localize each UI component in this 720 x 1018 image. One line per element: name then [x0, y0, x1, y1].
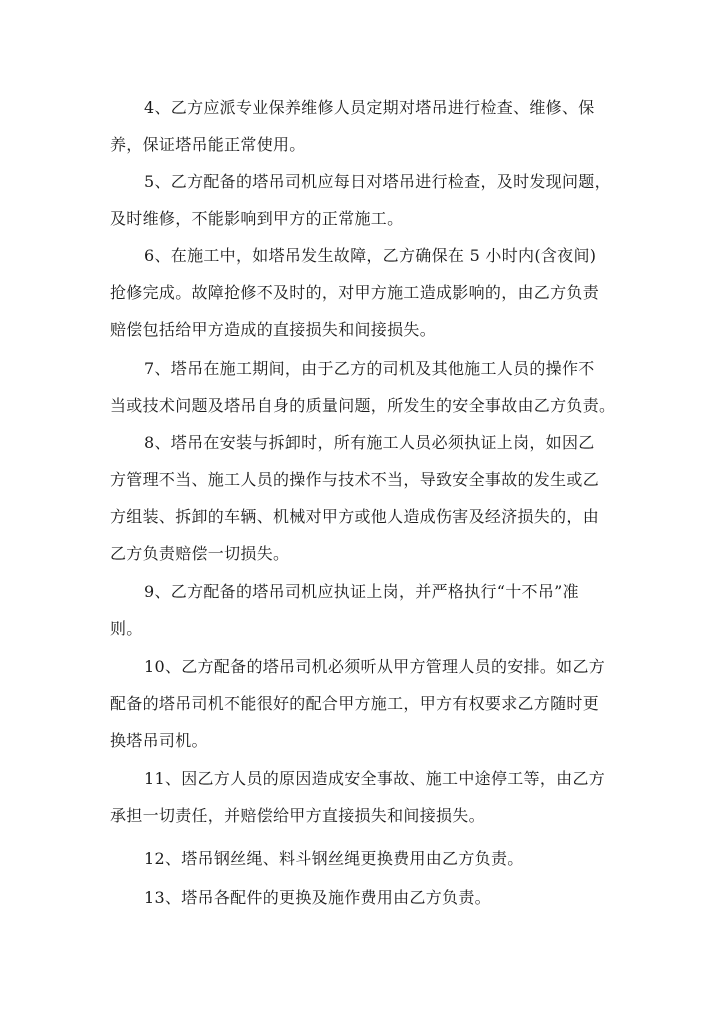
clause-line: 10、乙方配备的塔吊司机必须听从甲方管理人员的安排。如乙方	[144, 657, 606, 676]
clause-13	[110, 879, 630, 916]
clause-line: 则。	[110, 619, 143, 638]
clause-line: 方管理不当、施工人员的操作与技术不当，导致安全事故的发生或乙	[110, 470, 600, 489]
clause-line: 5、乙方配备的塔吊司机应每日对塔吊进行检查，及时发现问题，	[144, 172, 611, 191]
clause-line: 12、塔吊钢丝绳、料斗钢丝绳更换费用由乙方负责。	[144, 849, 524, 868]
clause-10	[110, 648, 630, 759]
clause-line: 当或技术问题及塔吊自身的质量问题，所发生的安全事故由乙方负责。	[110, 396, 616, 415]
clause-line: 乙方负责赔偿一切损失。	[110, 544, 290, 563]
clause-8	[110, 424, 630, 572]
clause-line: 7、塔吊在施工期间，由于乙方的司机及其他施工人员的操作不	[144, 359, 595, 378]
clause-line: 养，保证塔吊能正常使用。	[110, 135, 306, 154]
clause-line: 11、因乙方人员的原因造成安全事故、施工中途停工等，由乙方	[144, 769, 606, 788]
clause-line: 赔偿包括给甲方造成的直接损失和间接损失。	[110, 320, 437, 339]
clause-line: 配备的塔吊司机不能很好的配合甲方施工，甲方有权要求乙方随时更	[110, 694, 600, 713]
clause-line: 方组装、拆卸的车辆、机械对甲方或他人造成伤害及经济损失的，由	[110, 507, 600, 526]
clause-line: 及时维修，不能影响到甲方的正常施工。	[110, 209, 404, 228]
clause-line: 4、乙方应派专业保养维修人员定期对塔吊进行检查、维修、保	[144, 98, 595, 117]
clause-6	[110, 237, 630, 348]
clause-line: 6、在施工中，如塔吊发生故障，乙方确保在 5 小时内(含夜间)	[144, 246, 597, 265]
clause-line: 换塔吊司机。	[110, 731, 208, 750]
clause-4	[110, 89, 630, 163]
clause-12	[110, 840, 630, 877]
clause-11	[110, 760, 630, 834]
clause-line: 9、乙方配备的塔吊司机应执证上岗，并严格执行“十不吊”准	[144, 582, 579, 601]
clause-7	[110, 350, 630, 424]
clause-line: 13、塔吊各配件的更换及施作费用由乙方负责。	[144, 888, 491, 907]
clause-5	[110, 163, 630, 237]
clause-9	[110, 573, 630, 647]
clause-line: 抢修完成。故障抢修不及时的，对甲方施工造成影响的，由乙方负责	[110, 283, 600, 302]
clause-line: 承担一切责任，并赔偿给甲方直接损失和间接损失。	[110, 806, 485, 825]
clause-line: 8、塔吊在安装与拆卸时，所有施工人员必须执证上岗，如因乙	[144, 433, 595, 452]
